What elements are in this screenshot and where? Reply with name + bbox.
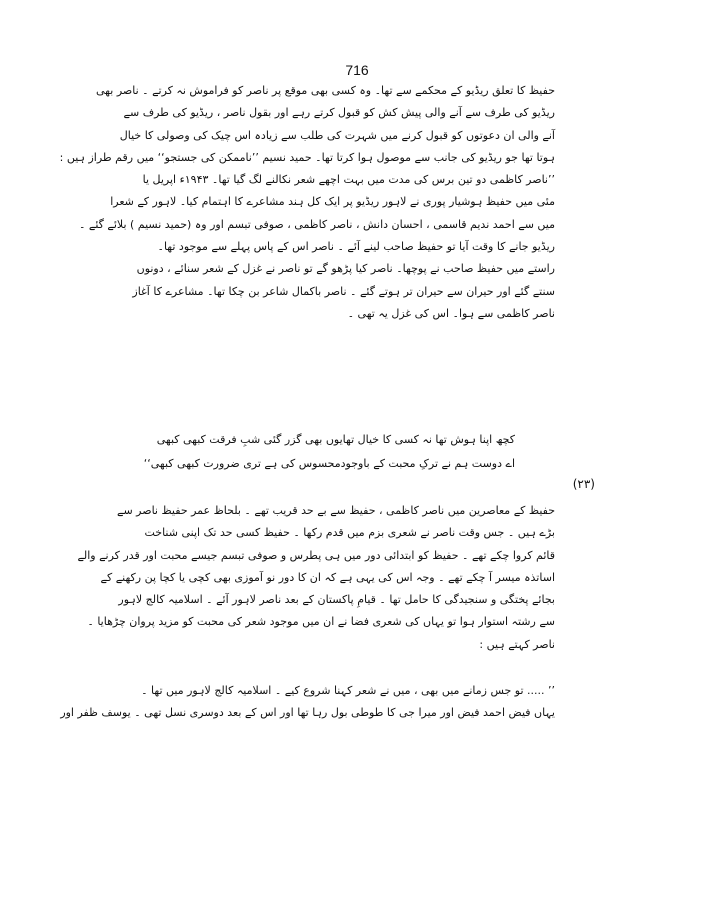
text-line: یہاں فیض احمد فیض اور میرا جی کا طوطی بول رہا تھا اور اس کے بعد دوسری نسل تھی ۔ یوسف ظفر اور — [60, 706, 555, 720]
text-line: بجائے پختگی و سنجیدگی کا حامل تھا ۔ قیامِ پاکستان کے بعد ناصر لاہور آئے ۔ اسلامیہ کالج لاہور — [118, 593, 555, 607]
text-line: ناصر کہتے ہیں : — [479, 637, 555, 651]
verse-couplets — [143, 428, 555, 476]
text-line: آنے والی ان دعوتوں کو قبول کرنے میں شہرت کی طلب سے زیادہ اس چیک کی وصولی کا خیال — [119, 128, 555, 142]
text-line: بڑے ہیں ۔ جس وقت ناصر نے شعری بزم میں قدم رکھا ۔ حفیظ کسی حد تک اپنی شناخت — [144, 526, 555, 540]
text-line: ہوتا تھا جو ریڈیو کی جانب سے موصول ہوا کرتا تھا۔ حمید نسیم ’’ناممکن کی جستجو‘‘ میں رقم طراز ہیں : — [59, 150, 555, 164]
text-line: ناصر کاظمی سے ہوا۔ اس کی غزل یہ تھی ۔ — [347, 306, 555, 320]
verse-second-hemistich: محسوس کی ہے تری ضرورت کبھی کبھی‘‘ — [143, 457, 341, 470]
text-line: قائم کروا چکے تھے ۔ حفیظ کو ابتدائی دور میں ہی پطرس و صوفی تبسم جیسے محبت اور قدر کرنے والے — [77, 548, 555, 562]
verse-row — [155, 428, 555, 452]
text-line: مئی میں حفیظ ہوشیار پوری نے لاہور ریڈیو پر ایک کل ہند مشاعرے کا اہتمام کیا۔ لاہور کے شعرا — [110, 195, 555, 209]
text-line: حفیظ کا تعلق ریڈیو کے محکمے سے تھا۔ وہ کسی بھی موقع پر ناصر کو فراموش نہ کرتے ۔ ناصر بھی — [96, 84, 555, 97]
verse-first-hemistich: اے دوست ہم نے ترکِ محبت کے باوجود — [340, 457, 515, 470]
verse-row — [143, 452, 555, 476]
paragraph-2 — [77, 500, 555, 656]
text-line: سے رشتہ استوار ہوا تو یہاں کی شعری فضا نے ان میں موجود شعر کی محبت کو مزید پروان چڑھایا ۔ — [87, 615, 555, 629]
text-line: اساتذہ میسر آ چکے تھے ۔ وجہ اس کی یہی ہے کہ ان کا دور نو آموزی بھی کچی یا کچا پن رکھنے کے — [100, 570, 555, 584]
verse-second-hemistich: یوں بھی گزر گئی شبِ فرقت کبھی کبھی — [156, 433, 343, 446]
text-line: راستے میں حفیظ صاحب نے پوچھا۔ ناصر کیا پڑھو گے تو ناصر نے غزل کے شعر سنائے ، دونوں — [136, 262, 555, 276]
paragraph-3 — [60, 680, 555, 725]
verse-first-hemistich: کچھ اپنا ہوش تھا نہ کسی کا خیال تھا — [342, 433, 515, 446]
text-line: سنتے گئے اور حیران سے حیران تر ہوتے گئے ۔ ناصر باکمال شاعر بن چکا تھا۔ مشاعرے کا آغاز — [132, 284, 555, 298]
section-number: (۲۳) — [572, 477, 595, 491]
text-line: حفیظ کے معاصرین میں ناصر کاظمی ، حفیظ سے بے حد قریب تھے ۔ بلحاظ عمر حفیظ ناصر سے — [117, 504, 555, 517]
page-number: 716 — [345, 62, 369, 78]
text-line: ’’ناصر کاظمی دو تین برس کی مدت میں بہت اچھے شعر نکالنے لگ گیا تھا۔ ۱۹۴۳ء اپریل یا — [142, 173, 555, 187]
text-line: ریڈیو جانے کا وقت آیا تو حفیظ صاحب لینے آئے ۔ ناصر اس کے پاس پہلے سے موجود تھا۔ — [157, 240, 555, 254]
text-line: ’’ ..... تو جس زمانے میں بھی ، میں نے شعر کہنا شروع کیے ۔ اسلامیہ کالج لاہور میں تھا ۔ — [141, 684, 555, 697]
text-line: میں سے احمد ندیم قاسمی ، احسان دانش ، ناصر کاظمی ، صوفی تبسم اور وہ (حمید نسیم ) بلائے گئے ۔ — [78, 217, 555, 231]
paragraph-1 — [59, 80, 555, 325]
text-line: ریڈیو کی طرف سے آنے والی پیش کش کو قبول کرتے رہے اور بقول ناصر ، ریڈیو کی طرف سے — [123, 106, 555, 120]
